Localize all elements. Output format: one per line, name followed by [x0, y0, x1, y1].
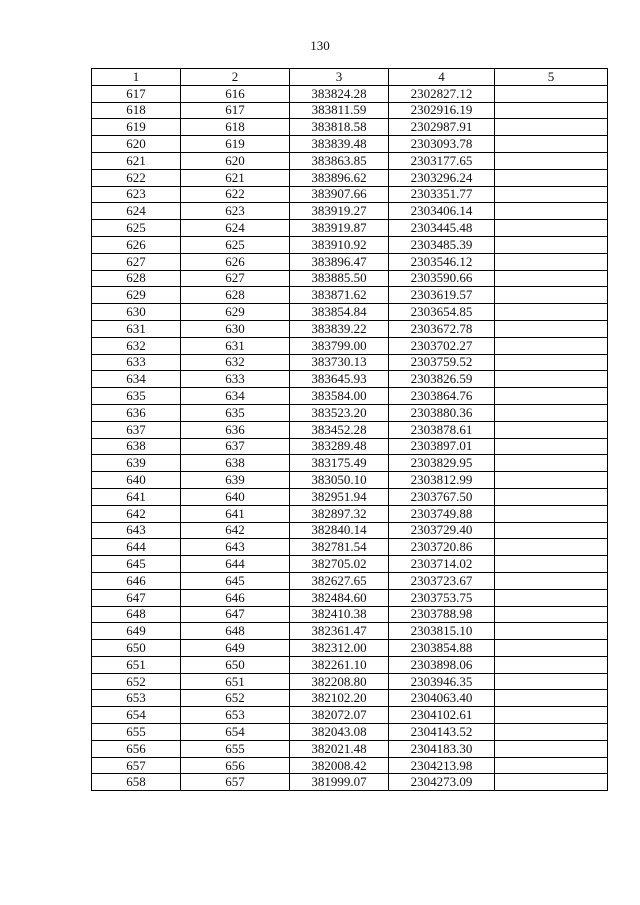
table-cell: 2303672.78: [389, 320, 495, 337]
table-row: [92, 404, 608, 421]
table-row: [92, 102, 608, 119]
table-row: [92, 724, 608, 741]
column-header: 1: [92, 69, 181, 86]
table-row: [92, 505, 608, 522]
table-cell: [495, 455, 608, 472]
table-row: [92, 287, 608, 304]
table-cell: 625: [181, 236, 290, 253]
table-cell: 634: [181, 388, 290, 405]
table-cell: [495, 724, 608, 741]
table-cell: 657: [181, 774, 290, 791]
table-cell: 630: [181, 320, 290, 337]
table-cell: 645: [92, 556, 181, 573]
table-cell: [495, 505, 608, 522]
table-row: [92, 472, 608, 489]
table-row: [92, 152, 608, 169]
table-cell: 383289.48: [290, 438, 389, 455]
table-cell: 636: [181, 421, 290, 438]
table-cell: 618: [181, 119, 290, 136]
table-cell: 652: [181, 690, 290, 707]
table-cell: 622: [92, 169, 181, 186]
table-cell: 638: [92, 438, 181, 455]
table-cell: [495, 203, 608, 220]
table-cell: 383730.13: [290, 354, 389, 371]
table-cell: 636: [92, 404, 181, 421]
table-row: [92, 589, 608, 606]
table-row: [92, 740, 608, 757]
table-row: [92, 774, 608, 791]
table-cell: 649: [181, 640, 290, 657]
table-cell: 619: [181, 136, 290, 153]
table-cell: 637: [92, 421, 181, 438]
table-cell: 641: [92, 488, 181, 505]
table-cell: [495, 253, 608, 270]
coordinates-table: [91, 68, 608, 791]
table-cell: 625: [92, 220, 181, 237]
table-cell: 2303880.36: [389, 404, 495, 421]
table-cell: [495, 589, 608, 606]
table-cell: 653: [92, 690, 181, 707]
table-cell: [495, 85, 608, 102]
table-cell: 640: [92, 472, 181, 489]
table-cell: 2303351.77: [389, 186, 495, 203]
table-cell: 656: [92, 740, 181, 757]
table-cell: 627: [92, 253, 181, 270]
table-cell: 383839.48: [290, 136, 389, 153]
table-row: [92, 623, 608, 640]
table-cell: 2303864.76: [389, 388, 495, 405]
table-cell: 2302827.12: [389, 85, 495, 102]
table-cell: 382361.47: [290, 623, 389, 640]
table-cell: 655: [181, 740, 290, 757]
table-cell: 617: [92, 85, 181, 102]
table-cell: 652: [92, 673, 181, 690]
table-cell: 619: [92, 119, 181, 136]
table-cell: 2302916.19: [389, 102, 495, 119]
table-cell: 655: [92, 724, 181, 741]
table-cell: 651: [92, 656, 181, 673]
column-header: 4: [389, 69, 495, 86]
table-cell: 383896.62: [290, 169, 389, 186]
table-cell: 383907.66: [290, 186, 389, 203]
table-cell: 620: [92, 136, 181, 153]
table-cell: 626: [92, 236, 181, 253]
table-cell: 642: [92, 505, 181, 522]
table-cell: 638: [181, 455, 290, 472]
table-cell: 383452.28: [290, 421, 389, 438]
column-header: 2: [181, 69, 290, 86]
table-cell: 383919.87: [290, 220, 389, 237]
table-cell: 653: [181, 707, 290, 724]
table-cell: 2303445.48: [389, 220, 495, 237]
table-cell: [495, 740, 608, 757]
table-cell: [495, 354, 608, 371]
table-cell: 382951.94: [290, 488, 389, 505]
table-cell: 383050.10: [290, 472, 389, 489]
table-cell: 2303177.65: [389, 152, 495, 169]
table-cell: 643: [181, 539, 290, 556]
table-cell: [495, 421, 608, 438]
table-cell: 381999.07: [290, 774, 389, 791]
table-cell: 2303767.50: [389, 488, 495, 505]
table-cell: 383854.84: [290, 304, 389, 321]
table-cell: 647: [181, 606, 290, 623]
table-cell: 383824.28: [290, 85, 389, 102]
table-cell: 2303788.98: [389, 606, 495, 623]
table-cell: 383910.92: [290, 236, 389, 253]
table-cell: 628: [92, 270, 181, 287]
table-cell: 2303759.52: [389, 354, 495, 371]
table-cell: 621: [92, 152, 181, 169]
table-cell: 641: [181, 505, 290, 522]
table-cell: 2303093.78: [389, 136, 495, 153]
table-row: [92, 136, 608, 153]
table-cell: 382008.42: [290, 757, 389, 774]
table-row: [92, 371, 608, 388]
table-cell: 382781.54: [290, 539, 389, 556]
table-header-row: [92, 69, 608, 86]
table-cell: [495, 488, 608, 505]
table-cell: 382102.20: [290, 690, 389, 707]
table-row: [92, 85, 608, 102]
table-cell: 649: [92, 623, 181, 640]
table-cell: [495, 119, 608, 136]
table-cell: [495, 236, 608, 253]
table-cell: 2303815.10: [389, 623, 495, 640]
table-row: [92, 119, 608, 136]
table-cell: 2304183.30: [389, 740, 495, 757]
table-cell: 637: [181, 438, 290, 455]
table-cell: 2303654.85: [389, 304, 495, 321]
table-row: [92, 203, 608, 220]
table-cell: [495, 522, 608, 539]
table-cell: [495, 136, 608, 153]
table-cell: [495, 152, 608, 169]
table-cell: [495, 640, 608, 657]
table-row: [92, 640, 608, 657]
table-row: [92, 388, 608, 405]
table-cell: 382627.65: [290, 572, 389, 589]
table-cell: [495, 656, 608, 673]
table-cell: [495, 623, 608, 640]
table-cell: 2303946.35: [389, 673, 495, 690]
table-row: [92, 757, 608, 774]
table-row: [92, 320, 608, 337]
table-body: [92, 85, 608, 790]
table-cell: 383896.47: [290, 253, 389, 270]
table-cell: 2304213.98: [389, 757, 495, 774]
table-cell: [495, 472, 608, 489]
table-cell: 383863.85: [290, 152, 389, 169]
table-cell: 2303753.75: [389, 589, 495, 606]
table-cell: 644: [181, 556, 290, 573]
table-cell: 382840.14: [290, 522, 389, 539]
table-cell: 382312.00: [290, 640, 389, 657]
table-cell: [495, 438, 608, 455]
table-cell: 633: [92, 354, 181, 371]
table-cell: 2304273.09: [389, 774, 495, 791]
table-cell: 618: [92, 102, 181, 119]
table-cell: 624: [181, 220, 290, 237]
table-cell: [495, 337, 608, 354]
table-row: [92, 337, 608, 354]
table-cell: [495, 371, 608, 388]
table-cell: 626: [181, 253, 290, 270]
table-cell: 383799.00: [290, 337, 389, 354]
table-cell: 383645.93: [290, 371, 389, 388]
table-cell: 646: [92, 572, 181, 589]
table-cell: 658: [92, 774, 181, 791]
table-cell: 643: [92, 522, 181, 539]
table-cell: 2303854.88: [389, 640, 495, 657]
table-cell: 382484.60: [290, 589, 389, 606]
table-row: [92, 539, 608, 556]
table-cell: 646: [181, 589, 290, 606]
table-cell: 630: [92, 304, 181, 321]
table-cell: 639: [181, 472, 290, 489]
table-row: [92, 656, 608, 673]
table-cell: 382897.32: [290, 505, 389, 522]
table-cell: 657: [92, 757, 181, 774]
table-cell: 2303590.66: [389, 270, 495, 287]
table-cell: 383523.20: [290, 404, 389, 421]
table-cell: [495, 186, 608, 203]
column-header: 3: [290, 69, 389, 86]
table-cell: 654: [181, 724, 290, 741]
table-cell: [495, 220, 608, 237]
table-cell: 383871.62: [290, 287, 389, 304]
table-cell: 635: [92, 388, 181, 405]
table-cell: 2303296.24: [389, 169, 495, 186]
table-cell: 634: [92, 371, 181, 388]
page-number: 130: [310, 38, 330, 53]
table-row: [92, 673, 608, 690]
table-cell: 2302987.91: [389, 119, 495, 136]
table-cell: 620: [181, 152, 290, 169]
table-cell: 628: [181, 287, 290, 304]
table-cell: [495, 404, 608, 421]
table-cell: 382410.38: [290, 606, 389, 623]
table-cell: 650: [181, 656, 290, 673]
table-cell: 622: [181, 186, 290, 203]
table-row: [92, 556, 608, 573]
table-cell: [495, 169, 608, 186]
table-cell: 382208.80: [290, 673, 389, 690]
table-cell: 383584.00: [290, 388, 389, 405]
table-cell: 383839.22: [290, 320, 389, 337]
table-cell: 2303729.40: [389, 522, 495, 539]
table-cell: 621: [181, 169, 290, 186]
table-row: [92, 421, 608, 438]
table-row: [92, 606, 608, 623]
table-cell: 644: [92, 539, 181, 556]
table-cell: 632: [92, 337, 181, 354]
table-cell: 656: [181, 757, 290, 774]
column-header: 5: [495, 69, 608, 86]
table-cell: 650: [92, 640, 181, 657]
table-cell: 2304063.40: [389, 690, 495, 707]
table-row: [92, 354, 608, 371]
table-cell: 382072.07: [290, 707, 389, 724]
table-cell: 2304102.61: [389, 707, 495, 724]
table-cell: 629: [181, 304, 290, 321]
table-cell: 2303702.27: [389, 337, 495, 354]
table-cell: 635: [181, 404, 290, 421]
table-row: [92, 488, 608, 505]
table-cell: [495, 102, 608, 119]
table-cell: 616: [181, 85, 290, 102]
table-row: [92, 438, 608, 455]
table-cell: 2303897.01: [389, 438, 495, 455]
table-cell: 2304143.52: [389, 724, 495, 741]
table-row: [92, 304, 608, 321]
table-cell: [495, 572, 608, 589]
table-cell: 2303812.99: [389, 472, 495, 489]
table-cell: 2303723.67: [389, 572, 495, 589]
table-cell: [495, 388, 608, 405]
table-cell: 382705.02: [290, 556, 389, 573]
table-cell: 648: [181, 623, 290, 640]
table-cell: [495, 539, 608, 556]
table-cell: 654: [92, 707, 181, 724]
table-cell: 639: [92, 455, 181, 472]
table-cell: 383175.49: [290, 455, 389, 472]
table-cell: 633: [181, 371, 290, 388]
table-row: [92, 522, 608, 539]
table-cell: 383818.58: [290, 119, 389, 136]
table-cell: 624: [92, 203, 181, 220]
table-row: [92, 236, 608, 253]
table-cell: 2303826.59: [389, 371, 495, 388]
table-cell: 382261.10: [290, 656, 389, 673]
table-cell: [495, 606, 608, 623]
table-cell: [495, 774, 608, 791]
table-row: [92, 572, 608, 589]
table-cell: 640: [181, 488, 290, 505]
table-cell: 2303714.02: [389, 556, 495, 573]
table-row: [92, 220, 608, 237]
table-row: [92, 690, 608, 707]
table-cell: [495, 556, 608, 573]
table-cell: 617: [181, 102, 290, 119]
table-cell: 2303898.06: [389, 656, 495, 673]
table-cell: [495, 270, 608, 287]
table-cell: 2303878.61: [389, 421, 495, 438]
table-cell: 2303619.57: [389, 287, 495, 304]
table-cell: 631: [181, 337, 290, 354]
table-row: [92, 169, 608, 186]
table-row: [92, 186, 608, 203]
table-row: [92, 455, 608, 472]
table-cell: 382043.08: [290, 724, 389, 741]
table-cell: 627: [181, 270, 290, 287]
table-cell: 383811.59: [290, 102, 389, 119]
table-cell: [495, 673, 608, 690]
table-cell: 2303546.12: [389, 253, 495, 270]
table-row: [92, 253, 608, 270]
table-cell: 631: [92, 320, 181, 337]
table-cell: 383885.50: [290, 270, 389, 287]
table-row: [92, 707, 608, 724]
table-cell: 382021.48: [290, 740, 389, 757]
table-cell: 632: [181, 354, 290, 371]
table-cell: 383919.27: [290, 203, 389, 220]
table-cell: 2303749.88: [389, 505, 495, 522]
table-cell: 2303406.14: [389, 203, 495, 220]
table-cell: 2303829.95: [389, 455, 495, 472]
table-cell: 2303485.39: [389, 236, 495, 253]
table-cell: 2303720.86: [389, 539, 495, 556]
table-cell: [495, 690, 608, 707]
table-cell: [495, 757, 608, 774]
table-cell: 651: [181, 673, 290, 690]
table-cell: 642: [181, 522, 290, 539]
table-cell: [495, 287, 608, 304]
table-cell: [495, 304, 608, 321]
table-cell: 623: [181, 203, 290, 220]
table-cell: 645: [181, 572, 290, 589]
table-cell: 648: [92, 606, 181, 623]
table-cell: 629: [92, 287, 181, 304]
table-cell: [495, 320, 608, 337]
table-row: [92, 270, 608, 287]
table-cell: 623: [92, 186, 181, 203]
table-cell: 647: [92, 589, 181, 606]
table-cell: [495, 707, 608, 724]
